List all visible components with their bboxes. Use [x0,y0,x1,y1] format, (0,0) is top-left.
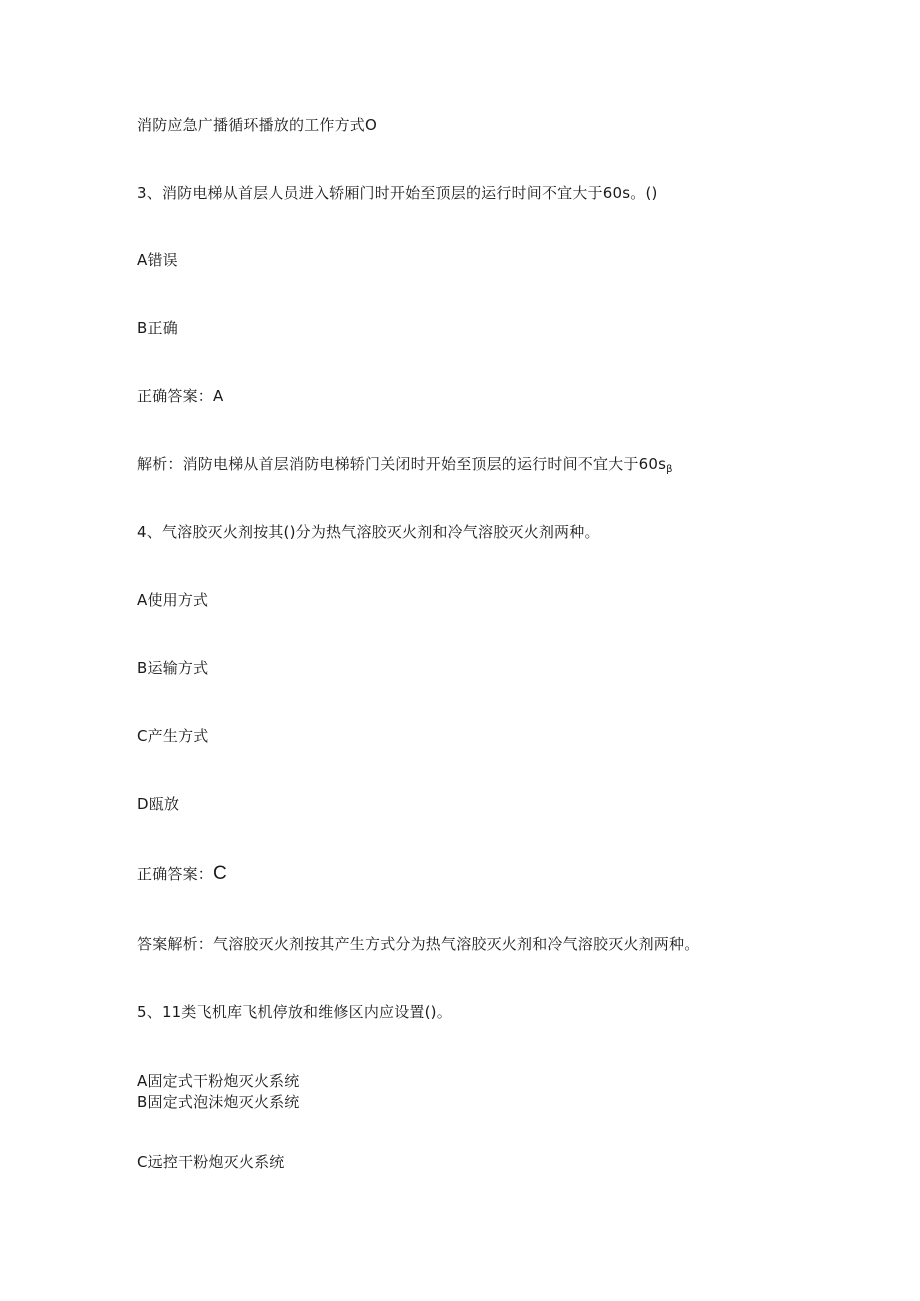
q4-option-d-text: D瓯放 [137,795,180,813]
q5-option-b [137,1092,300,1112]
q4-explanation-text: 答案解析：气溶胶灭火剂按其产生方式分为热气溶胶灭火剂和冷气溶胶灭火剂两种。 [137,935,700,953]
q5-option-b-text: B固定式泡沫炮灭火系统 [137,1093,300,1111]
q2-tail-text: 消防应急广播循环播放的工作方式O [137,116,378,134]
q3-answer [137,386,223,406]
q4-option-b-text: B运输方式 [137,659,209,677]
q4-option-c [137,726,208,746]
q4-explanation [137,934,699,954]
q5-option-c-text: C远控干粉炮灭火系统 [137,1153,285,1171]
q3-option-a [137,250,178,270]
q4-answer-label: 正确答案： [137,865,214,883]
q4-option-a [137,590,208,610]
q4-question [137,522,600,542]
q4-option-a-text: A使用方式 [137,591,209,609]
q5-question [137,1002,452,1022]
q5-option-c [137,1152,284,1172]
q2-tail-line [137,115,377,135]
q3-answer-text: 正确答案：A [137,387,224,405]
q4-answer [137,864,227,884]
q5-option-a [137,1071,299,1091]
q4-option-c-text: C产生方式 [137,727,209,745]
q4-question-text: 4、气溶胶灭火剂按其()分为热气溶胶灭火剂和冷气溶胶灭火剂两种。 [137,523,600,541]
q3-option-b [137,318,178,338]
q4-option-d [137,794,179,814]
q3-explanation [137,454,673,480]
q5-question-text: 5、11类飞机库飞机停放和维修区内应设置()。 [137,1003,452,1021]
q3-option-b-text: B正确 [137,319,178,337]
q3-explanation-text: 解析：消防电梯从首层消防电梯轿门关闭时开始至顶层的运行时间不宜大于60s [137,455,667,473]
q3-question [137,183,658,203]
q5-option-a-text: A固定式干粉炮灭火系统 [137,1072,300,1090]
q3-option-a-text: A错误 [137,251,178,269]
q3-question-text: 3、消防电梯从首层人员进入轿厢门时开始至顶层的运行时间不宜大于60s。() [137,184,658,202]
q3-explanation-subscript: β [666,464,673,475]
q4-answer-value: C [213,863,227,884]
q4-option-b [137,658,208,678]
